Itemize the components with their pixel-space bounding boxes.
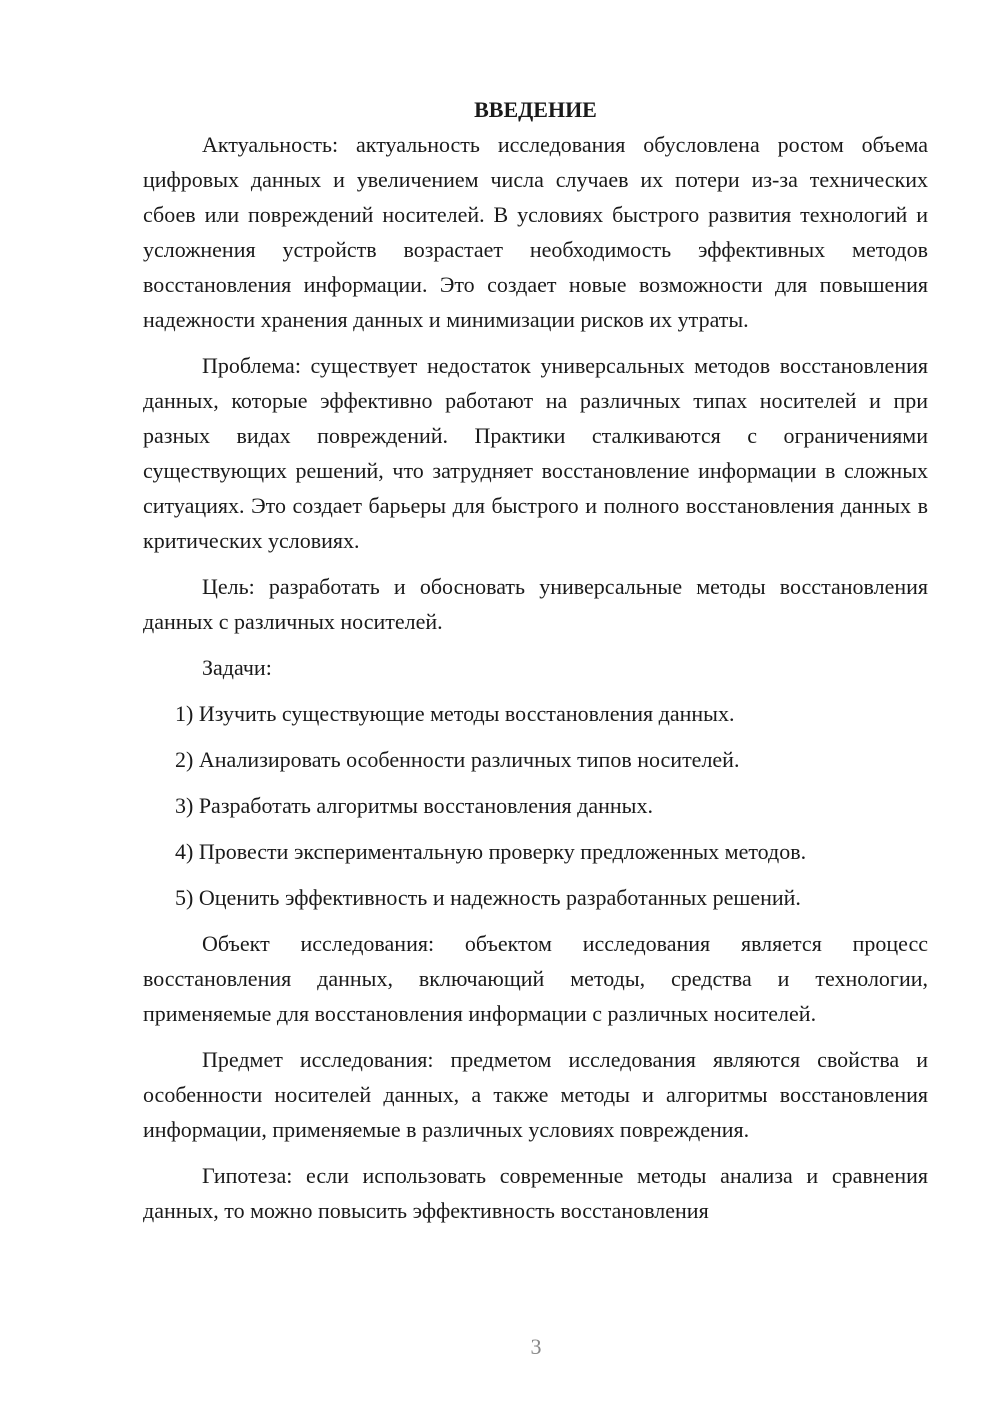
- paragraph-hypothesis: Гипотеза: если использовать современные методы анализа и сравнения данных, то можно повысить эффективность восстановления: [143, 1163, 928, 1223]
- tasks-label: Задачи:: [202, 655, 272, 680]
- section-heading: ВВЕДЕНИЕ: [474, 97, 597, 122]
- task-item: 5) Оценить эффективность и надежность разработанных решений.: [175, 885, 801, 910]
- task-item: 3) Разработать алгоритмы восстановления данных.: [175, 793, 653, 818]
- task-item: 4) Провести экспериментальную проверку предложенных методов.: [175, 839, 807, 864]
- task-item: 2) Анализировать особенности различных типов носителей.: [175, 747, 740, 772]
- page-content: [143, 92, 928, 1228]
- paragraph-object: Объект исследования: объектом исследования является процесс восстановления данных, включающий методы, средства и технологии, применяемые для восстановления информации с различных носителей.: [143, 931, 928, 1026]
- paragraph-relevance: Актуальность: актуальность исследования обусловлена ростом объема цифровых данных и увеличением числа случаев их потери из-за технических сбоев или повреждений носителей. В условиях быстрого развития технологий и усложнения устройств возрастает необходимость эффективных методов восстановления информации. Это создает новые возможности для повышения надежности хранения данных и минимизации рисков их утраты.: [143, 132, 928, 332]
- paragraph-goal: Цель: разработать и обосновать универсальные методы восстановления данных с различных носителей.: [143, 574, 928, 634]
- page-number: 3: [530, 1334, 542, 1359]
- task-item: 1) Изучить существующие методы восстановления данных.: [175, 701, 735, 726]
- paragraph-problem: Проблема: существует недостаток универсальных методов восстановления данных, которые эффективно работают на различных типах носителей и при разных видах повреждений. Практики сталкиваются с ограничениями существующих решений, что затрудняет восстановление информации в сложных ситуациях. Это создает барьеры для быстрого и полного восстановления данных в критических условиях.: [143, 353, 928, 553]
- paragraph-subject: Предмет исследования: предметом исследования являются свойства и особенности носителей данных, а также методы и алгоритмы восстановления информации, применяемые в различных условиях повреждения.: [143, 1047, 928, 1142]
